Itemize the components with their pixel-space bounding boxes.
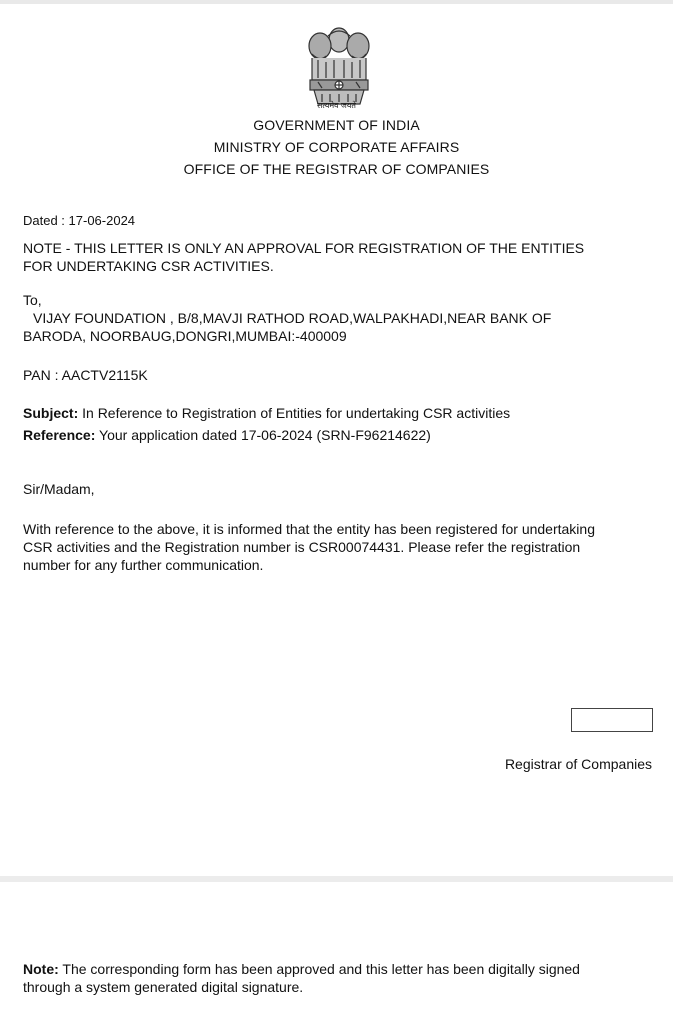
to-label: To, — [23, 292, 42, 308]
emblem-motto: सत्यमेव जयते — [317, 101, 356, 110]
address-line2: BARODA, NOORBAUG,DONGRI,MUMBAI:-400009 — [23, 328, 347, 344]
body-line3: number for any further communication. — [23, 557, 264, 573]
pan-number: PAN : AACTV2115K — [23, 367, 148, 383]
footer-note-label: Note: — [23, 961, 59, 977]
header-office: OFFICE OF THE REGISTRAR OF COMPANIES — [183, 161, 490, 177]
body-line1: With reference to the above, it is informed that the entity has been registered for undertaking — [23, 521, 595, 537]
top-border — [0, 0, 673, 4]
address-line1: VIJAY FOUNDATION , B/8,MAVJI RATHOD ROAD,WALPAKHADI,NEAR BANK OF — [33, 310, 552, 326]
salutation: Sir/Madam, — [23, 481, 95, 497]
footer-note-line2: through a system generated digital signature. — [23, 979, 304, 995]
reference-text: Your application dated 17-06-2024 (SRN-F96214622) — [95, 427, 431, 443]
approval-note-line1: NOTE - THIS LETTER IS ONLY AN APPROVAL FOR REGISTRATION OF THE ENTITIES — [23, 240, 585, 256]
reference-label: Reference: — [23, 427, 96, 443]
page-separator — [0, 876, 673, 882]
national-emblem-icon — [298, 24, 380, 112]
header-government: GOVERNMENT OF INDIA — [253, 117, 420, 133]
footer-note-line1 — [23, 960, 580, 978]
reference — [23, 426, 431, 444]
footer-note-text: The corresponding form has been approved and this letter has been digitally signed — [58, 961, 580, 977]
subject — [23, 404, 510, 422]
signatory: Registrar of Companies — [504, 756, 652, 772]
subject-label: Subject: — [23, 405, 79, 421]
approval-note-line2: FOR UNDERTAKING CSR ACTIVITIES. — [23, 258, 274, 274]
subject-text: In Reference to Registration of Entities for undertaking CSR activities — [78, 405, 511, 421]
digital-signature-box — [571, 708, 653, 732]
header-ministry: MINISTRY OF CORPORATE AFFAIRS — [213, 139, 460, 155]
body-line2: CSR activities and the Registration number is CSR00074431. Please refer the registration — [23, 539, 581, 555]
dated: Dated : 17-06-2024 — [23, 213, 136, 228]
